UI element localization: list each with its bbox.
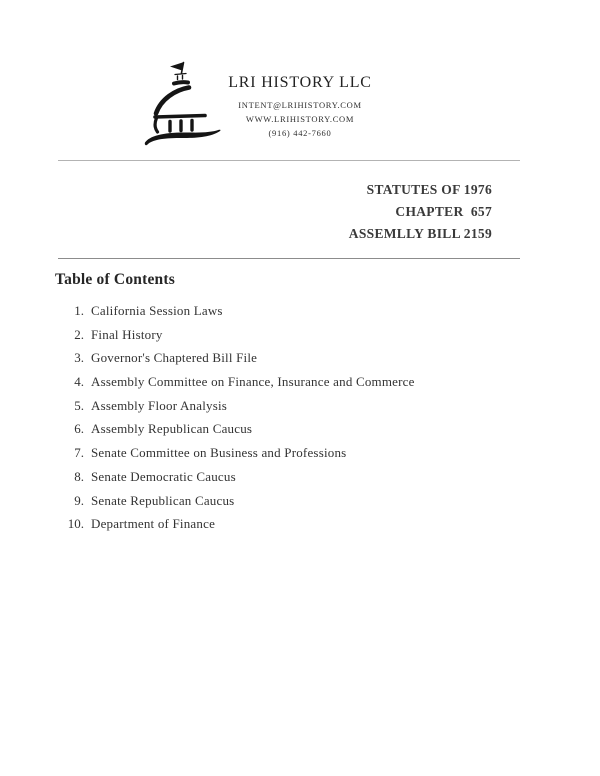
toc-item-number: 6. (74, 421, 84, 437)
toc-item-number: 2. (74, 326, 84, 342)
toc-item (55, 399, 535, 413)
toc-item (55, 328, 535, 342)
toc-item-number: 4. (74, 374, 84, 390)
toc-item (55, 375, 535, 389)
company-phone: (916) 442-7660 (268, 128, 332, 138)
toc-item-number: 8. (74, 468, 84, 484)
letterhead (205, 74, 395, 140)
toc-item (55, 517, 535, 531)
toc-item-label: Senate Democratic Caucus (91, 468, 236, 484)
company-name: LRI HISTORY LLC (228, 74, 372, 91)
toc-item (55, 422, 535, 436)
toc-item-number: 5. (74, 397, 84, 413)
company-email: INTENT@LRIHISTORY.COM (238, 100, 362, 110)
toc-title: Table of Contents (55, 271, 175, 288)
toc-item-label: Governor's Chaptered Bill File (91, 350, 258, 366)
toc-item-number: 7. (74, 445, 84, 461)
divider-top (58, 160, 520, 161)
toc-item-label: Final History (91, 326, 163, 342)
toc-item (55, 494, 535, 508)
document-heading (349, 179, 492, 245)
toc-item-number: 3. (74, 350, 84, 366)
toc-item-label: Assembly Republican Caucus (91, 421, 253, 437)
toc-item (55, 470, 535, 484)
toc-item-label: Senate Committee on Business and Professions (91, 445, 347, 461)
toc-item-number: 9. (74, 492, 84, 508)
statutes-line: STATUTES OF 1976 (366, 182, 492, 197)
company-website: WWW.LRIHISTORY.COM (245, 114, 355, 124)
toc-item-number: 10. (67, 516, 84, 532)
toc-item-label: Assembly Floor Analysis (91, 397, 228, 413)
toc-item-number: 1. (74, 303, 84, 318)
chapter-line: CHAPTER 657 (395, 204, 492, 219)
divider-bottom (58, 258, 520, 259)
toc-item-label: Senate Republican Caucus (91, 492, 235, 508)
toc-item-label: Department of Finance (91, 516, 216, 532)
toc-item (55, 304, 535, 318)
toc-item (55, 446, 535, 460)
toc-item-label: Assembly Committee on Finance, Insurance and Commerce (91, 374, 415, 390)
bill-line: ASSEMLLY BILL 2159 (348, 226, 492, 241)
toc-item (55, 351, 535, 365)
toc-list (55, 304, 535, 541)
toc-item-label: California Session Laws (91, 303, 223, 318)
